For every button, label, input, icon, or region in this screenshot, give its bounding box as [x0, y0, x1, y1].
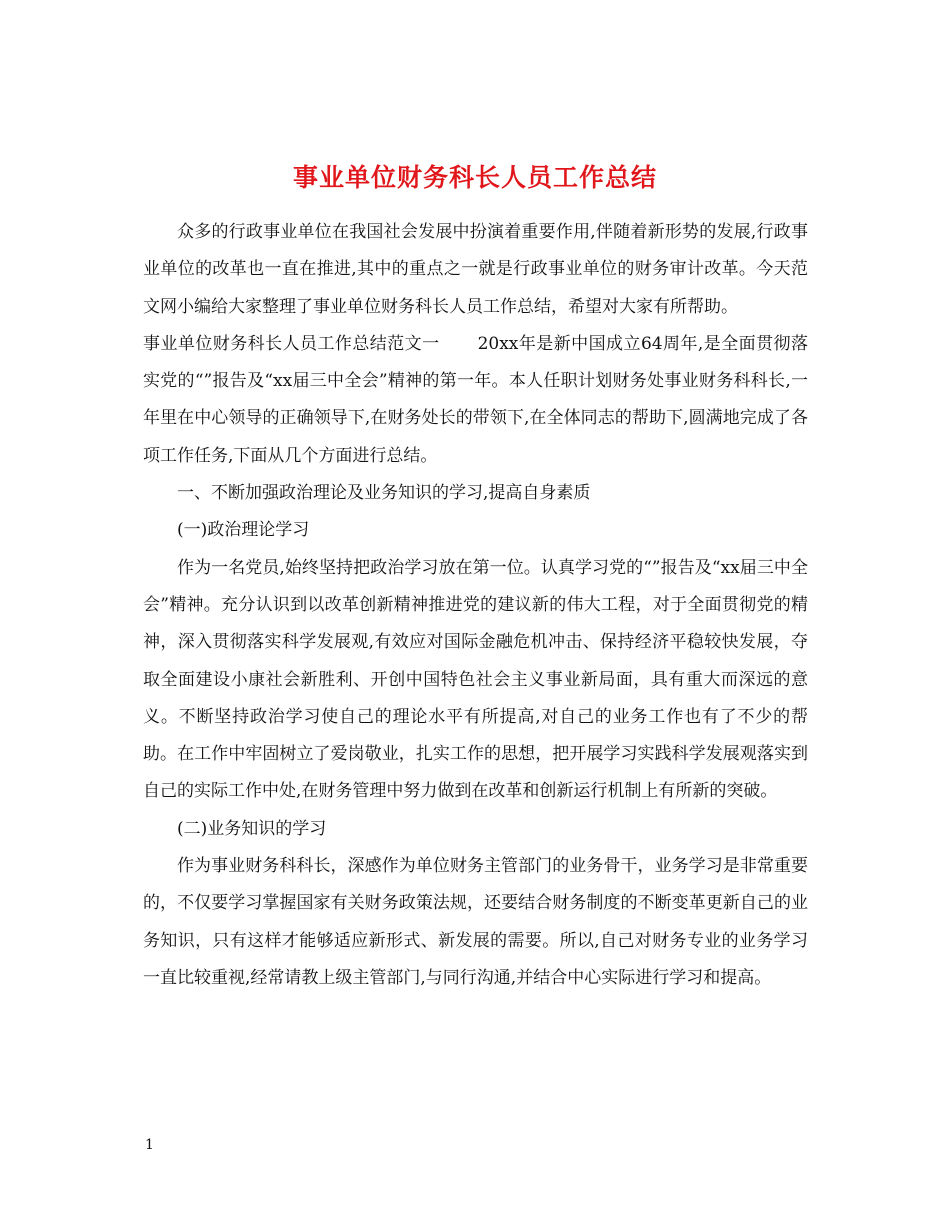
political-study-paragraph: 作为一名党员,始终坚持把政治学习放在第一位。认真学习党的“”报告及“xx届三中全会”精神。充分认识到以改革创新精神推进党的建议新的伟大工程，对于全面贯彻党的精神，深入贯彻落实科学发展观,有效应对国际金融危机冲击、保持经济平稳较快发展，夺取全面建设小康社会新胜利、开创中国特色社会主义事业新局面，具有重大而深远的意义。不断坚持政治学习使自己的理论水平有所提高,对自己的业务工作也有了不少的帮助。在工作中牢固树立了爱岗敬业，扎实工作的思想，把开展学习实践科学发展观落实到自己的实际工作中处,在财务管理中努力做到在改革和创新运行机制上有所新的突破。: [143, 557, 808, 802]
sample-paragraph: [143, 326, 808, 475]
business-study-paragraph: 作为事业财务科科长，深感作为单位财务主管部门的业务骨干，业务学习是非常重要的，不仅要学习掌握国家有关财务政策法规，还要结合财务制度的不断变革更新自己的业务知识，只有这样才能够适应新形式、新发展的需要。所以,自己对财务专业的业务学习一直比较重视,经常请教上级主管部门,与同行沟通,并结合中心实际进行学习和提高。: [143, 856, 808, 988]
intro-paragraph: 众多的行政事业单位在我国社会发展中扮演着重要作用,伴随着新形势的发展,行政事业单位的改革也一直在推进,其中的重点之一就是行政事业单位的财务审计改革。今天范文网小编给大家整理了事业单位财务科长人员工作总结，希望对大家有所帮助。: [143, 222, 808, 317]
sample-body: 20xx年是新中国成立64周年,是全面贯彻落实党的“”报告及“xx届三中全会”精神的第一年。本人任职计划财务处事业财务科科长,一年里在中心领导的正确领导下,在财务处长的带领下,在全体同志的帮助下,圆满地完成了各项工作任务,下面从几个方面进行总结。: [143, 333, 808, 466]
sample-heading: 事业单位财务科长人员工作总结范文一: [143, 333, 440, 354]
document-body: [143, 214, 808, 997]
page-number: 1: [145, 1137, 154, 1153]
document-title: 事业单位财务科长人员工作总结: [292, 162, 657, 192]
subsection-heading-business-study: (二)业务知识的学习: [177, 818, 327, 839]
section-heading-one: 一、不断加强政治理论及业务知识的学习,提高自身素质: [177, 483, 591, 504]
subsection-heading-political-study: (一)政治理论学习: [177, 520, 310, 541]
